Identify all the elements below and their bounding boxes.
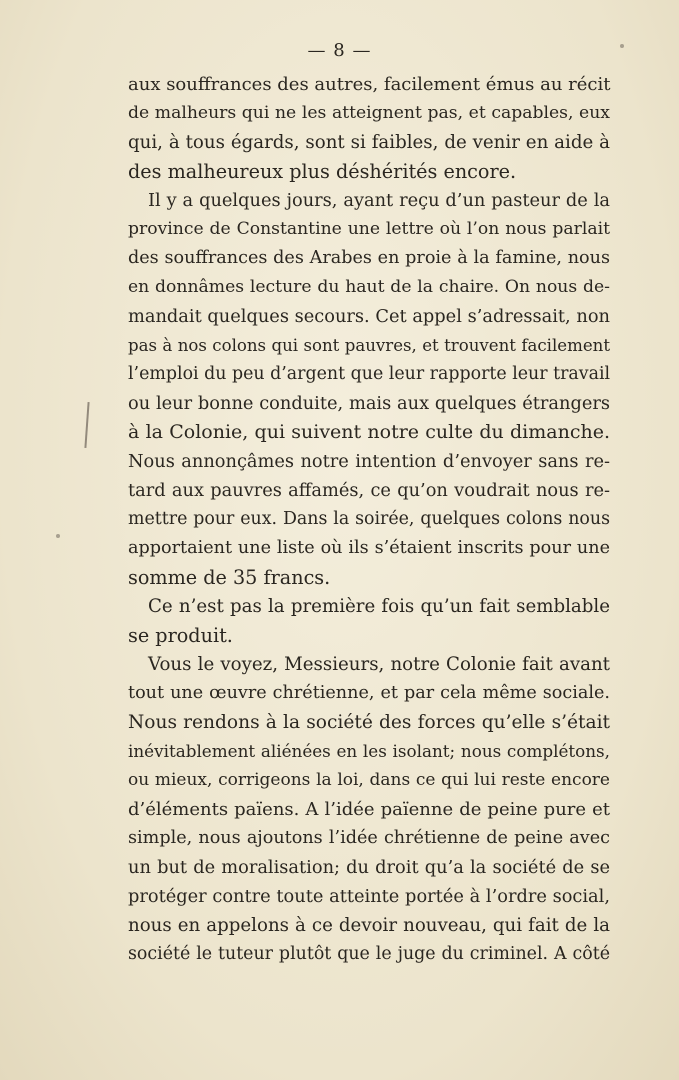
margin-pencil-mark — [84, 402, 89, 448]
text-line: inévitablement aliénées en les isolant; nous complétons, — [128, 741, 610, 761]
text-line: Nous rendons à la société des forces qu’elle s’était — [128, 712, 610, 733]
text-line: aux souffrances des autres, facilement émus au récit — [128, 74, 611, 95]
text-line: à la Colonie, qui suivent notre culte du dimanche. — [128, 421, 610, 443]
text-line: un but de moralisation; du droit qu’a la société de se — [128, 857, 610, 878]
text-line: d’éléments païens. A l’idée païenne de peine pure et — [128, 799, 610, 820]
text-line: société le tuteur plutôt que le juge du criminel. A côté — [128, 944, 610, 964]
text-line: se produit. — [128, 624, 233, 647]
paper-speck — [56, 534, 60, 538]
text-line: nous en appelons à ce devoir nouveau, qui fait de la — [128, 915, 610, 936]
text-line: l’emploi du peu d’argent que leur rapporte leur travail — [128, 364, 611, 384]
text-line: apportaient une liste où ils s’étaient inscrits pour une — [128, 538, 610, 558]
text-line: Ce n’est pas la première fois qu’un fait semblable — [148, 596, 610, 617]
text-line: Il y a quelques jours, ayant reçu d’un pasteur de la — [148, 190, 610, 211]
body-text — [128, 70, 610, 969]
text-line: en donnâmes lecture du haut de la chaire. On nous de- — [128, 277, 610, 297]
text-line: pas à nos colons qui sont pauvres, et trouvent facilement — [128, 336, 610, 355]
text-line: des malheureux plus déshérités encore. — [128, 160, 517, 183]
page-number: — 8 — — [307, 40, 372, 61]
text-line: somme de 35 francs. — [128, 566, 331, 589]
text-line: mandait quelques secours. Cet appel s’adressait, non — [128, 306, 610, 327]
text-line: qui, à tous égards, sont si faibles, de venir en aide à — [128, 132, 610, 153]
text-line: de malheurs qui ne les atteignent pas, et capables, eux — [128, 103, 610, 123]
text-line: Vous le voyez, Messieurs, notre Colonie fait avant — [148, 654, 610, 675]
text-line: province de Constantine une lettre où l’on nous parlait — [128, 219, 610, 239]
text-line: simple, nous ajoutons l’idée chrétienne de peine avec — [128, 828, 610, 848]
text-line: des souffrances des Arabes en proie à la famine, nous — [128, 248, 610, 268]
text-line: ou leur bonne conduite, mais aux quelques étrangers — [128, 393, 610, 414]
text-line: ou mieux, corrigeons la loi, dans ce qui lui reste encore — [128, 770, 610, 790]
paper-speck — [620, 44, 624, 48]
text-line: mettre pour eux. Dans la soirée, quelques colons nous — [128, 509, 610, 529]
text-line: protéger contre toute atteinte portée à l’ordre social, — [128, 886, 610, 907]
text-line: tout une œuvre chrétienne, et par cela même sociale. — [128, 683, 610, 703]
text-line: Nous annonçâmes notre intention d’envoyer sans re- — [128, 451, 610, 472]
text-line: tard aux pauvres affamés, ce qu’on voudrait nous re- — [128, 480, 610, 501]
